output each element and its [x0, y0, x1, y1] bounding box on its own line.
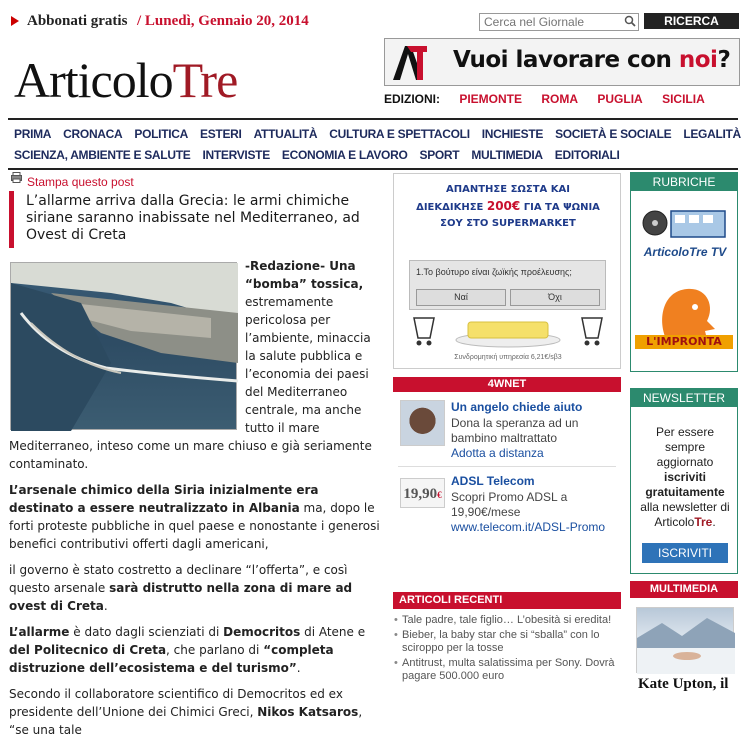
child-photo[interactable] — [400, 400, 445, 446]
nav-esteri[interactable]: ESTERI — [200, 126, 242, 141]
nav-multimedia[interactable]: MULTIMEDIA — [471, 147, 543, 162]
lead-image-spacer — [9, 257, 245, 437]
current-date: / Lunedì, Gennaio 20, 2014 — [137, 13, 309, 29]
promo2-text: Scopri Promo ADSL a 19,90€/mese — [451, 490, 568, 519]
arrow-right-icon — [11, 16, 19, 26]
article-paragraph-2: L’arsenale chimico della Siria inizialmente era destinato a essere neutralizzato in Albania ma, dopo le forti proteste pubbliche in quel paese e nonostante i generosi benefici contributivi offerti dagli americani, — [9, 483, 380, 551]
rubriche-header: RUBRICHE — [631, 173, 737, 191]
newsletter-box — [630, 388, 738, 574]
edizione-puglia[interactable]: PUGLIA — [597, 92, 643, 106]
article-paragraph-3: il governo è stato costretto a declinare “l’offerta”, e così questo arsenale sarà distrutto nella zona di mare ad ovest di Creta. — [9, 563, 353, 613]
article-paragraph-5: Secondo il collaboratore scientifico di Democritos ed ex presidente dell’Unione dei Chimici Greci, Nikos Katsaros, “se una tale — [9, 687, 363, 737]
title-accent-bar — [9, 191, 14, 248]
articoli-recenti-header: ARTICOLI RECENTI — [393, 592, 621, 609]
recenti-item[interactable]: • Antitrust, multa salatissima per Sony. Dovrà pagare 500.000 euro — [393, 657, 621, 683]
site-logo[interactable] — [14, 52, 238, 108]
butter-cart-icon — [394, 310, 622, 354]
article-paragraph-4: L’allarme è dato dagli scienziati di Democritos di Atene e del Politecnico di Creta, che parlano di “completa distruzione dell’ecosistema e del turismo”. — [9, 625, 366, 675]
adsl-price-value: 19,90 — [403, 486, 438, 502]
multimedia-header: MULTIMEDIA — [630, 581, 738, 598]
promo1-link[interactable]: Adotta a distanza — [451, 446, 544, 460]
printer-icon[interactable] — [11, 172, 22, 183]
rubriche-box — [630, 172, 738, 372]
logo-part-tre: Tre — [172, 52, 238, 108]
multimedia-photo[interactable] — [636, 607, 734, 673]
nav-sport[interactable]: SPORT — [419, 147, 460, 162]
nav-legalita[interactable]: LEGALITÀ — [683, 126, 741, 141]
edizione-roma[interactable]: ROMA — [541, 92, 579, 106]
nav-economia-lavoro[interactable]: ECONOMIA E LAVORO — [281, 147, 408, 162]
banner-text-accent: noi — [678, 47, 718, 73]
recenti-item[interactable]: • Bieber, la baby star che si “sballa” con lo sciroppo per la tosse — [393, 629, 621, 655]
nav-attualita[interactable]: ATTUALITÀ — [253, 126, 318, 141]
promo2-link[interactable]: www.telecom.it/ADSL-Promo — [451, 520, 606, 534]
ad-answer-no[interactable]: Όχι — [510, 289, 600, 306]
top-bar — [0, 0, 743, 36]
promo-header: 4WNET — [393, 377, 621, 392]
nav-editoriali[interactable]: EDITORIALI — [554, 147, 620, 162]
article-body — [9, 257, 384, 747]
adsl-price-image[interactable] — [400, 478, 445, 508]
banner-text — [453, 47, 730, 73]
nav-interviste[interactable]: INTERVISTE — [202, 147, 270, 162]
ad-question: 1.Το βούτυρο είναι ζωϊκής προέλευσης; — [416, 267, 572, 277]
nav-scienza-ambiente-salute[interactable]: SCIENZA, AMBIENTE E SALUTE — [14, 147, 191, 162]
main-navigation — [8, 118, 741, 170]
article-paragraph-1: -Redazione- Una “bomba” tossica, estremamente pericolosa per l’ambiente, minaccia la salute pubblica e l’economia dei paesi del Mediterraneo centrale, ma anche tutto il mare Mediterraneo, inteso come un mare chiuso e già seriamente contaminato. — [9, 259, 372, 471]
edizioni-bar — [384, 92, 721, 106]
articolotre-a-logo-icon — [389, 42, 429, 82]
ad-answer-yes[interactable]: Ναί — [416, 289, 506, 306]
ad-headline: ΑΠΑΝΤΗΣΕ ΣΩΣΤΑ ΚΑΙ ΔΙΕΚΔΙΚΗΣΕ 200€ ΓΙΑ ΤΑ ΨΩΝΙΑ ΣΟΥ ΣΤΟ SUPERMARKET — [416, 184, 600, 229]
promo-divider — [398, 466, 616, 467]
nav-politica[interactable]: POLITICA — [134, 126, 189, 141]
ad-question-box — [409, 260, 606, 310]
promo2-title[interactable]: ADSL Telecom — [451, 474, 535, 488]
stampa-post-link[interactable]: Stampa questo post — [27, 175, 134, 189]
nav-cultura-spettacoli[interactable]: CULTURA E SPETTACOLI — [329, 126, 470, 141]
iscriviti-button[interactable]: ISCRIVITI — [642, 543, 728, 563]
limpronta-link[interactable]: L'IMPRONTA — [635, 335, 733, 349]
adsl-price-currency: € — [437, 490, 442, 500]
recenti-item[interactable]: • Tale padre, tale figlio… L’obesità si eredita! — [393, 614, 621, 627]
search-input[interactable] — [479, 13, 639, 31]
edizione-piemonte[interactable]: PIEMONTE — [459, 92, 523, 106]
promo1-text: Dona la speranza ad un bambino maltrattato — [451, 416, 579, 445]
edizioni-label: EDIZIONI: — [384, 92, 440, 106]
nav-row-2 — [8, 144, 738, 165]
nav-cronaca[interactable]: CRONACA — [63, 126, 123, 141]
article-title: L’allarme arriva dalla Grecia: le armi chimiche siriane saranno inabissate nel Mediterraneo, ad Ovest di Creta — [26, 193, 360, 243]
logo-part-articolo: Articolo — [14, 52, 173, 108]
nav-societa-sociale[interactable]: SOCIETÀ E SOCIALE — [555, 126, 672, 141]
search-icon[interactable] — [624, 15, 636, 27]
promo1-title[interactable]: Un angelo chiede aiuto — [451, 400, 583, 414]
snow-landscape-image — [637, 608, 735, 674]
edizione-sicilia[interactable]: SICILIA — [662, 92, 705, 106]
nav-row-1 — [8, 123, 741, 144]
newsletter-text: Per essere sempre aggiornato iscriviti gratuitamente alla newsletter di ArticoloTre. — [640, 425, 730, 529]
nav-prima[interactable]: PRIMA — [14, 126, 52, 141]
banner-text-suffix: ? — [717, 47, 731, 73]
articolotre-tv-link[interactable]: ArticoloTre TV — [643, 245, 727, 259]
greek-quiz-ad[interactable] — [393, 173, 621, 369]
ad-fine-print: Συνδρομητική υπηρεσία 6,21€/sβ3 — [454, 354, 562, 361]
articoli-recenti-list — [393, 614, 621, 685]
ricerca-button[interactable]: RICERCA — [644, 13, 739, 29]
multimedia-caption[interactable]: Kate Upton, il — [638, 676, 729, 692]
newsletter-header: NEWSLETTER — [631, 389, 737, 407]
nav-inchieste[interactable]: INCHIESTE — [481, 126, 544, 141]
vuoi-lavorare-banner[interactable] — [384, 38, 740, 86]
abbonati-gratis-link[interactable]: Abbonati gratis — [27, 13, 128, 29]
banner-text-prefix: Vuoi lavorare con — [453, 47, 679, 73]
